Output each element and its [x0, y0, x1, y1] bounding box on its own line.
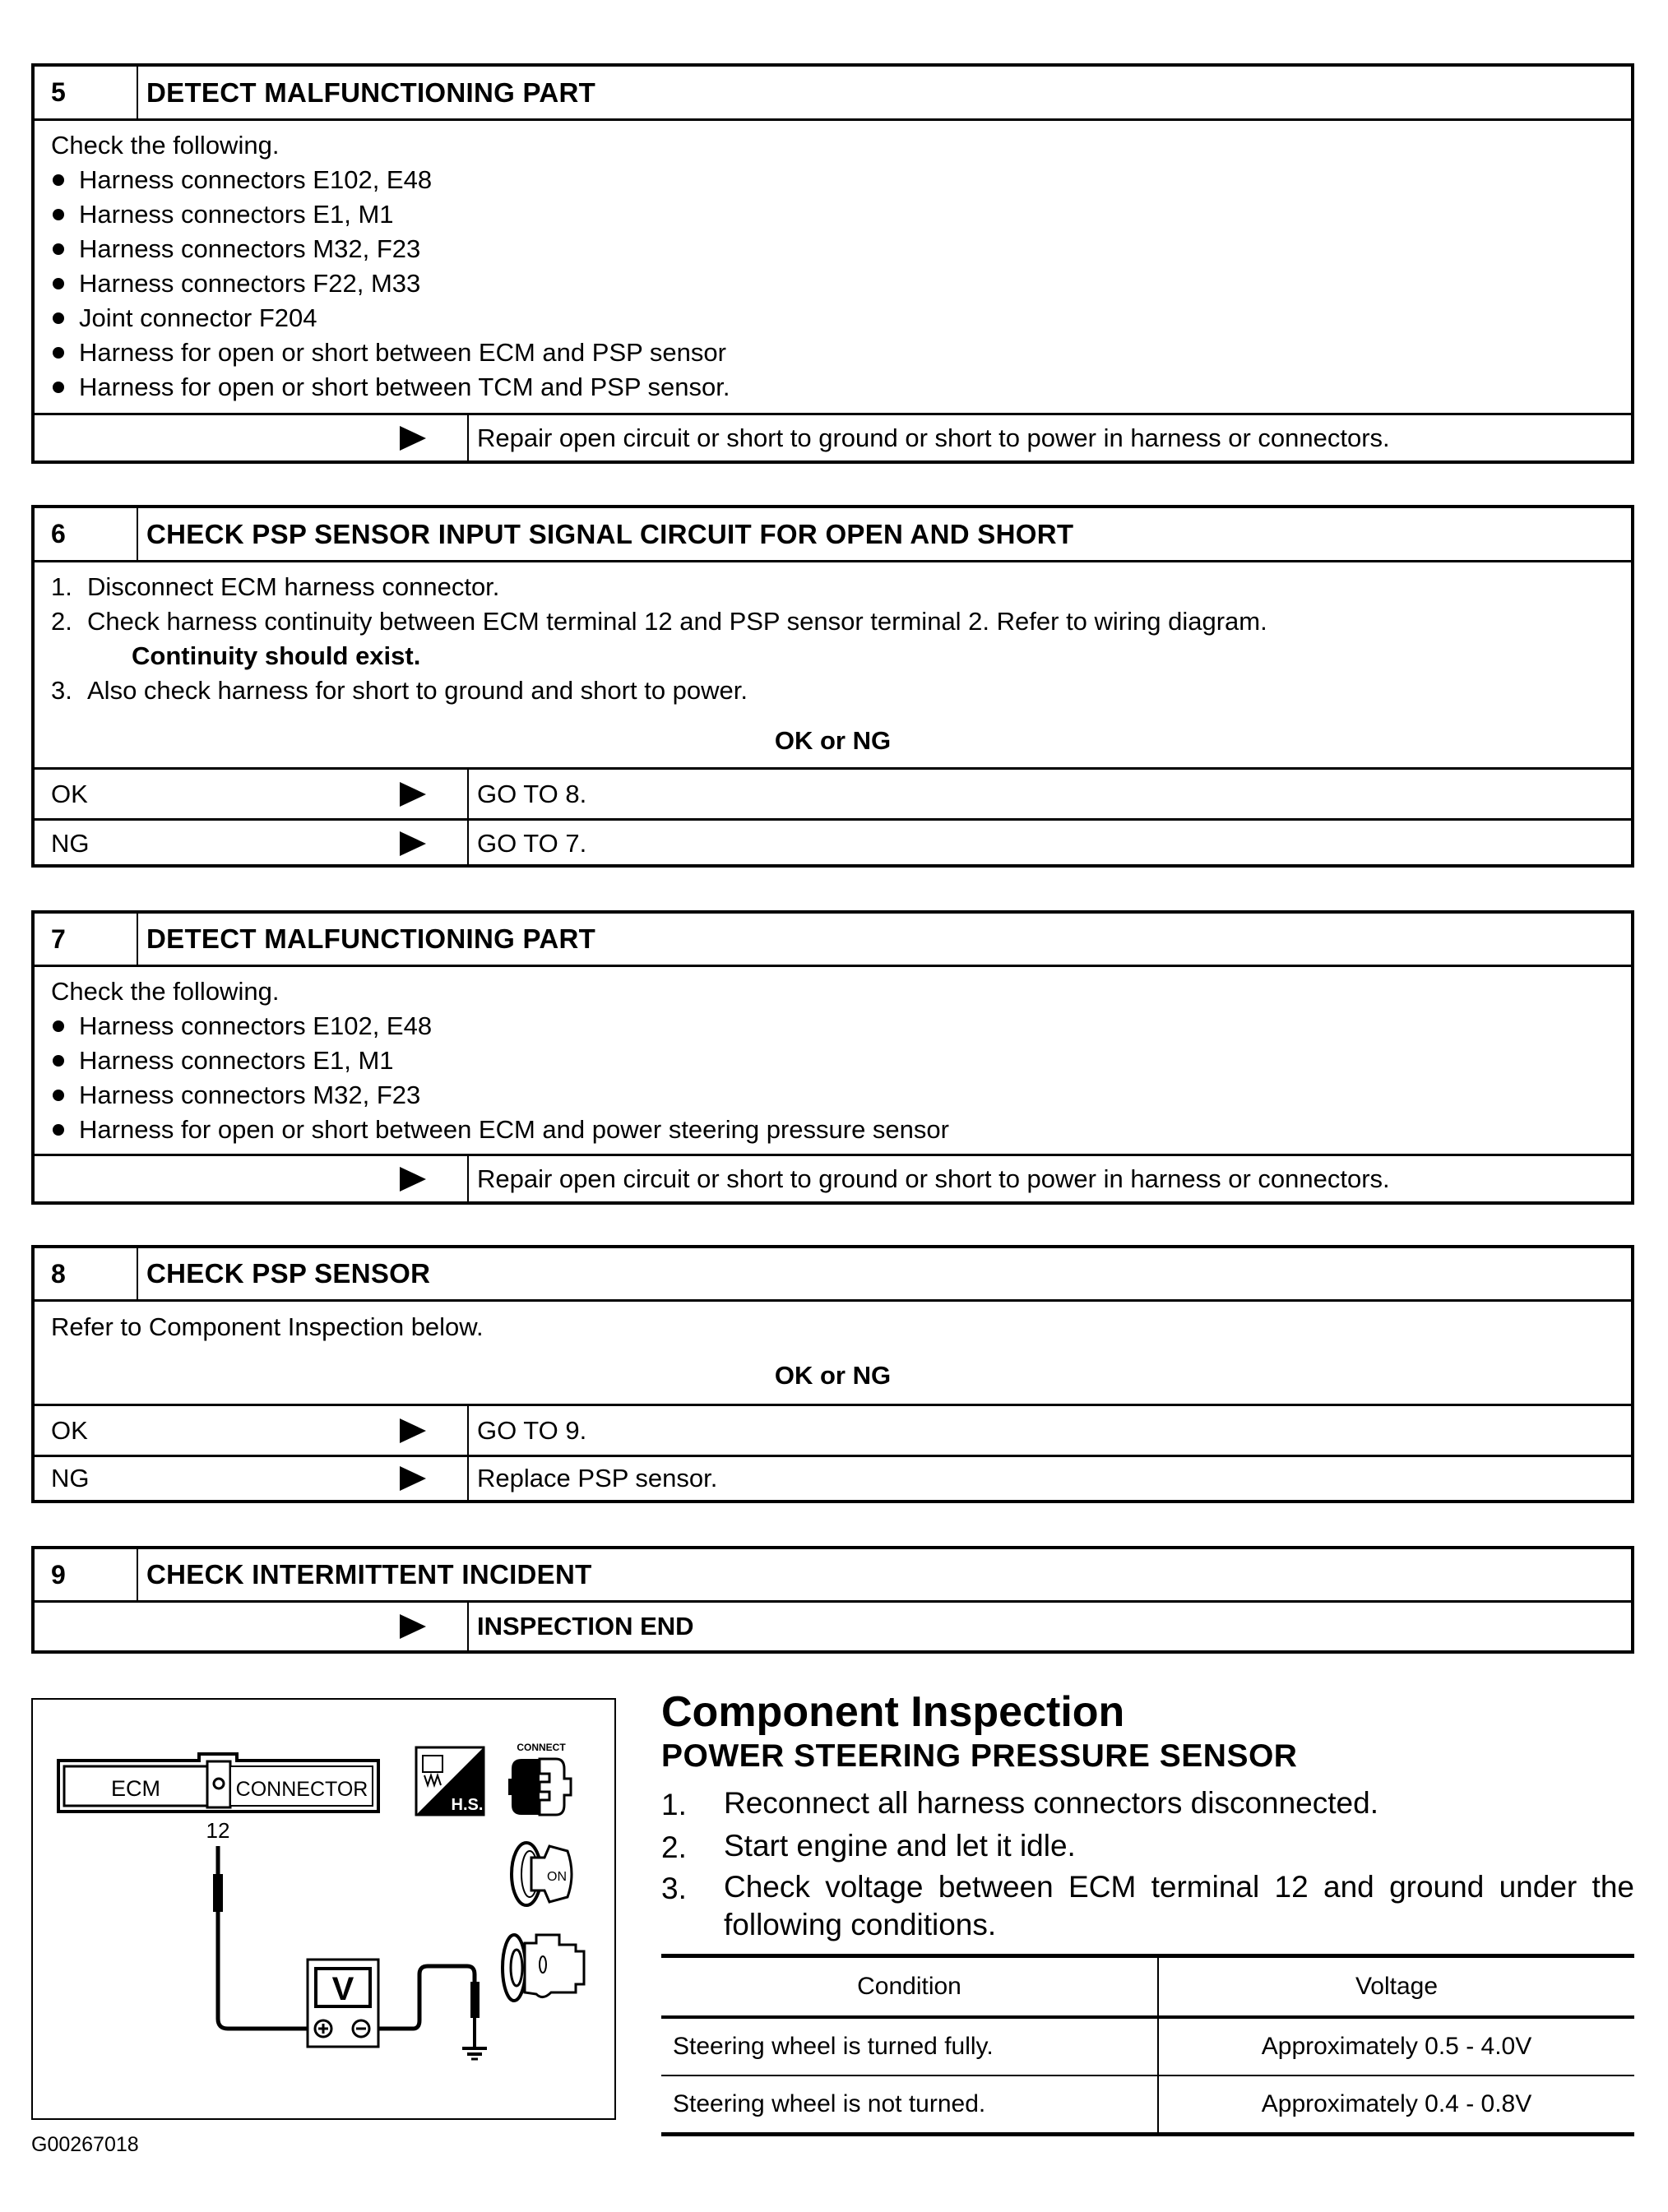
- outcome-action: GO TO 9.: [477, 1415, 587, 1445]
- outcome-action: GO TO 7.: [477, 828, 587, 858]
- terminal-number: 12: [206, 1818, 230, 1843]
- step-header: [35, 1248, 1631, 1302]
- bullet-icon: [53, 1090, 64, 1101]
- section-subtitle: POWER STEERING PRESSURE SENSOR: [661, 1738, 1298, 1774]
- intro-text: Check the following.: [51, 131, 280, 160]
- list-item: Harness connectors M32, F23: [51, 1078, 1631, 1113]
- step-title: DETECT MALFUNCTIONING PART: [146, 923, 596, 954]
- outcome-row-ng: [35, 818, 1631, 866]
- step-body: [35, 1302, 1631, 1404]
- column-header-condition: Condition: [661, 1956, 1158, 2018]
- voltage-check-diagram: [31, 1698, 616, 2120]
- step-number: 8: [35, 1248, 138, 1299]
- bullet-icon: [53, 347, 64, 359]
- list-item: Harness connectors E1, M1: [51, 1044, 1631, 1078]
- outcome-row: [35, 1154, 1631, 1201]
- svg-text:V: V: [331, 1971, 354, 2007]
- bullet-icon: [53, 1055, 64, 1067]
- step-7-table: [31, 910, 1634, 1205]
- outcome-action: GO TO 8.: [477, 779, 587, 808]
- connect-icon: [508, 1742, 571, 1815]
- condition-cell: Steering wheel is not turned.: [661, 2075, 1158, 2135]
- table-row: [661, 2017, 1634, 2075]
- instruction-item: 1. Disconnect ECM harness connector.: [51, 572, 500, 601]
- column-header-voltage: Voltage: [1158, 1956, 1634, 2018]
- table-header-row: [661, 1956, 1634, 2018]
- ignition-on-icon: [512, 1843, 572, 1905]
- instruction-item: 2. Check harness continuity between ECM terminal 12 and PSP sensor terminal 2. Refer to wiring diagram.: [51, 607, 1267, 636]
- list-item: Harness for open or short between ECM and PSP sensor: [51, 336, 1631, 370]
- step-header: [35, 508, 1631, 562]
- outcome-label: [35, 1603, 469, 1650]
- bullet-icon: [53, 243, 64, 255]
- step-number: 9: [35, 1549, 138, 1600]
- ok-or-ng-label: OK or NG: [774, 1361, 892, 1390]
- arrow-right-icon: [400, 1167, 426, 1192]
- bullet-icon: [53, 1124, 64, 1136]
- list-item: Harness connectors M32, F23: [51, 232, 1631, 266]
- arrow-right-icon: [400, 1418, 426, 1443]
- outcome-action: Repair open circuit or short to ground or short to power in harness or connectors.: [477, 423, 1390, 452]
- step-title: CHECK PSP SENSOR INPUT SIGNAL CIRCUIT FOR OPEN AND SHORT: [146, 518, 1074, 549]
- outcome-row-ok: [35, 1404, 1631, 1455]
- list-item: Harness connectors F22, M33: [51, 266, 1631, 301]
- condition-cell: Steering wheel is turned fully.: [661, 2017, 1158, 2075]
- list-item: Harness for open or short between TCM and PSP sensor.: [51, 370, 1631, 405]
- figure-id: G00267018: [31, 2133, 139, 2156]
- inspection-step: 3. Check voltage between ECM terminal 12 and ground under the following conditions.: [661, 1870, 1634, 1941]
- instruction-item: 3. Also check harness for short to ground and short to power.: [51, 676, 748, 705]
- step-number: 5: [35, 67, 138, 118]
- svg-text:H.S.: H.S.: [451, 1796, 484, 1814]
- step-header: [35, 1549, 1631, 1603]
- ecm-connector-icon: [58, 1754, 378, 1812]
- arrow-right-icon: [400, 426, 426, 451]
- harness-side-icon: [416, 1747, 484, 1815]
- inspection-step: 2. Start engine and let it idle.: [661, 1829, 1076, 1864]
- step-body: [35, 562, 1631, 767]
- outcome-label: [35, 1156, 469, 1201]
- ground-probe-icon: [378, 1966, 487, 2059]
- outcome-row-ng: [35, 1455, 1631, 1500]
- voltage-cell: Approximately 0.4 - 0.8V: [1158, 2075, 1634, 2135]
- step-title: CHECK INTERMITTENT INCIDENT: [146, 1559, 592, 1590]
- list-item: Harness connectors E1, M1: [51, 197, 1631, 232]
- outcome-label: NG: [35, 1457, 469, 1500]
- bullet-icon: [53, 1020, 64, 1032]
- ok-or-ng-label: OK or NG: [774, 726, 892, 755]
- section-title: Component Inspection: [661, 1688, 1125, 1736]
- instruction-note: Continuity should exist.: [132, 641, 421, 670]
- svg-text:ON: ON: [547, 1870, 567, 1884]
- engine-idle-icon: [503, 1935, 584, 2001]
- outcome-action: INSPECTION END: [477, 1612, 694, 1640]
- step-number: 6: [35, 508, 138, 560]
- voltage-spec-table: [661, 1954, 1634, 2136]
- outcome-label: NG: [35, 821, 469, 866]
- step-number: 7: [35, 914, 138, 965]
- table-row: [661, 2075, 1634, 2135]
- arrow-right-icon: [400, 1466, 426, 1491]
- list-item: Joint connector F204: [51, 301, 1631, 336]
- outcome-label: OK: [35, 1406, 469, 1455]
- svg-text:CONNECT: CONNECT: [517, 1742, 566, 1753]
- outcome-action: Repair open circuit or short to ground or short to power in harness or connectors.: [477, 1164, 1390, 1193]
- outcome-label: [35, 415, 469, 460]
- step-header: [35, 67, 1631, 121]
- svg-text:ECM: ECM: [111, 1776, 160, 1801]
- step-6-table: [31, 505, 1634, 868]
- step-9-table: [31, 1546, 1634, 1654]
- bullet-icon: [53, 174, 64, 186]
- step-body: [35, 121, 1631, 413]
- voltmeter-icon: [308, 1960, 378, 2047]
- step-title: CHECK PSP SENSOR: [146, 1258, 431, 1289]
- intro-text: Check the following.: [51, 977, 280, 1006]
- outcome-row-ok: [35, 767, 1631, 818]
- outcome-label: OK: [35, 770, 469, 818]
- inspection-steps: [661, 1784, 1634, 1944]
- arrow-right-icon: [400, 831, 426, 856]
- svg-text:CONNECTOR: CONNECTOR: [235, 1778, 368, 1801]
- list-item: Harness for open or short between ECM and power steering pressure sensor: [51, 1113, 1631, 1147]
- outcome-action: Replace PSP sensor.: [477, 1464, 718, 1492]
- positive-probe-icon: [213, 1846, 309, 2029]
- bullet-icon: [53, 382, 64, 393]
- bullet-icon: [53, 209, 64, 220]
- bullet-icon: [53, 278, 64, 289]
- inspection-step: 1. Reconnect all harness connectors disconnected.: [661, 1786, 1378, 1821]
- list-item: Harness connectors E102, E48: [51, 163, 1631, 197]
- step-body: [35, 967, 1631, 1154]
- step-5-table: [31, 63, 1634, 464]
- bullet-icon: [53, 312, 64, 324]
- step-title: DETECT MALFUNCTIONING PART: [146, 76, 596, 108]
- outcome-row: [35, 1603, 1631, 1650]
- list-item: Harness connectors E102, E48: [51, 1009, 1631, 1044]
- intro-text: Refer to Component Inspection below.: [51, 1312, 484, 1341]
- outcome-row: [35, 413, 1631, 460]
- step-8-table: [31, 1245, 1634, 1503]
- step-header: [35, 914, 1631, 967]
- voltage-cell: Approximately 0.5 - 4.0V: [1158, 2017, 1634, 2075]
- arrow-right-icon: [400, 1614, 426, 1639]
- arrow-right-icon: [400, 782, 426, 807]
